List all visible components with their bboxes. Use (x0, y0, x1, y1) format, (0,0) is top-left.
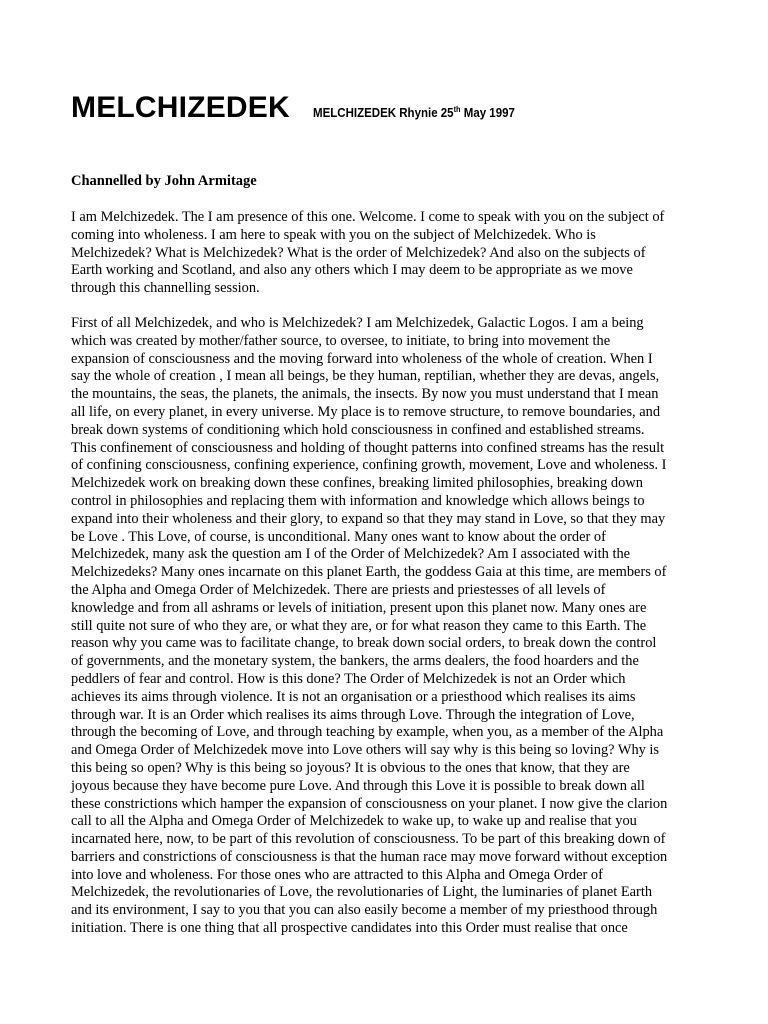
text-line: break down systems of conditioning which hold consciousness in confined and established streams. (71, 421, 645, 438)
text-line: Melchizedeks? Many ones incarnate on this planet Earth, the goddess Gaia at this time, are members of (71, 564, 667, 581)
byline: Channelled by John Armitage (71, 173, 257, 189)
text-line: of confining consciousness, confining experience, confining growth, movement, Love and wholeness. I (71, 457, 667, 474)
text-line: Melchizedek, many ask the question am I of the Order of Melchizedek? Am I associated with the (71, 546, 631, 563)
text-line: say the whole of creation , I mean all beings, be they human, reptilian, whether they are devas, angels, (71, 368, 660, 385)
text-line: of governments, and the monetary system, the bankers, the arms dealers, the food hoarders and the (71, 653, 639, 670)
text-line: and its environment, I say to you that you can also easily become a member of my priesthood through (71, 902, 658, 919)
text-line: through this channelling session. (71, 280, 260, 297)
subtitle-superscript: th (453, 105, 461, 114)
text-line: call to all the Alpha and Omega Order of Melchizedek to wake up, to wake up and realise that you (71, 813, 637, 830)
text-line: the mountains, the seas, the planets, the animals, the insects. By now you must understand that I mean (71, 386, 659, 403)
text-line: barriers and constrictions of consciousness is that the human race may move forward without exception (71, 848, 668, 865)
subtitle-text: MELCHIZEDEK Rhynie 25 (312, 106, 454, 120)
document-page (71, 90, 698, 938)
text-line: I am Melchizedek. The I am presence of this one. Welcome. I come to speak with you on the subject of (71, 209, 665, 225)
text-line: Melchizedek work on breaking down these confines, breaking limited philosophies, breaking down (71, 475, 643, 492)
text-line: initiation. There is one thing that all prospective candidates into this Order must realise that once (71, 920, 628, 937)
text-line: through the becoming of Love, and through teaching by example, when you, as a member of the Alpha (71, 724, 664, 741)
text-line: these constrictions which hamper the expansion of consciousness on your planet. I now give the clarion (71, 795, 668, 812)
paragraph-2 (71, 315, 698, 938)
text-line: be Love . This Love, of course, is unconditional. Many ones want to know about the order of (71, 528, 606, 545)
paragraph-1 (71, 209, 698, 298)
document-subtitle (313, 105, 515, 120)
text-line: achieves its aims through violence. It is not an organisation or a priesthood which realises its aims (71, 688, 636, 705)
text-line: Melchizedek? What is Melchizedek? What is the order of Melchizedek? And also on the subjects of (71, 244, 646, 261)
text-line: still quite not sure of who they are, or what they are, or for what reason they came to this Earth. The (71, 617, 647, 634)
text-line: coming into wholeness. I am here to speak with you on the subject of Melchizedek. Who is (71, 226, 596, 243)
text-line: and Omega Order of Melchizedek move into Love others will say why is this being so loving? Why is (71, 742, 660, 759)
text-line: into love and wholeness. For those ones who are attracted to this Alpha and Omega Order of (71, 866, 603, 883)
text-line: reason why you came was to facilitate change, to break down social orders, to break down the control (71, 635, 657, 652)
title-row (71, 90, 698, 126)
text-line: knowledge and from all ashrams or levels of initiation, present upon this planet now. Many ones are (71, 599, 647, 616)
text-line: First of all Melchizedek, and who is Melchizedek? I am Melchizedek, Galactic Logos. I am a being (71, 314, 644, 331)
text-line: Earth working and Scotland, and also any others which I may deem to be appropriate as we move (71, 262, 633, 279)
text-line: expand into their wholeness and their glory, to expand so that they may stand in Love, so that they may (71, 510, 666, 527)
text-line: through war. It is an Order which realises its aims through Love. Through the integration of Love, (71, 706, 635, 723)
text-line: all life, on every planet, in every universe. My place is to remove structure, to remove boundaries, and (71, 403, 661, 420)
text-line: incarnated here, now, to be part of this revolution of consciousness. To be part of this breaking down of (71, 831, 666, 848)
text-line: the Alpha and Omega Order of Melchizedek. There are priests and priestesses of all levels of (71, 581, 606, 598)
text-line: control in philosophies and replacing them with information and knowledge which allows beings to (71, 492, 645, 509)
text-line: expansion of consciousness and the moving forward into wholeness of the whole of creation. When I (71, 350, 653, 367)
text-line: joyous because they have become pure Love. And through this Love it is possible to break down all (71, 777, 645, 794)
text-line: Melchizedek, the revolutionaries of Love, the revolutionaries of Light, the luminaries of planet Earth (71, 884, 653, 901)
text-line: which was created by mother/father source, to oversee, to initiate, to bring into movement the (71, 332, 611, 349)
text-line: This confinement of consciousness and holding of thought patterns into confined streams has the result (71, 439, 665, 456)
text-line: this being so open? Why is this being so joyous? It is obvious to the ones that know, that they are (71, 759, 630, 776)
subtitle-date: May 1997 (460, 106, 515, 120)
text-line: peddlers of fear and control. How is this done? The Order of Melchizedek is not an Order which (71, 670, 626, 687)
document-title: MELCHIZEDEK (71, 91, 290, 124)
